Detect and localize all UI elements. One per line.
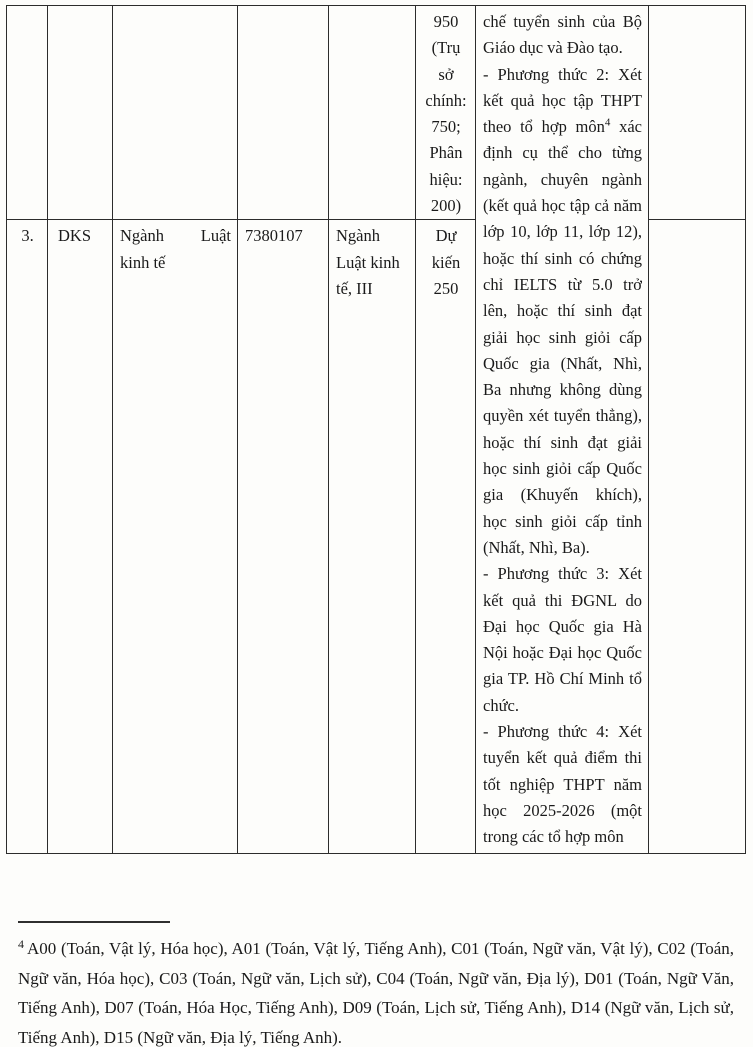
cell-admission-methods [476,6,649,854]
cell-row1-program-name [329,6,416,220]
method-2-text-after-ref: xác định cụ thể cho từng ngành, chuyên ngành (kết quả học tập cả năm lớp 10, lớp 11, lớp 12), hoặc thí sinh có chứng chỉ IELTS từ 5.0 trở lên, hoặc thí sinh đạt giải học sinh giỏi cấp Quốc gia (Nhất, Nhì, Ba nhưng không dùng quyền xét tuyển thẳng), hoặc thí sinh đạt giải học sinh giỏi cấp Quốc gia (Khuyến khích), học sinh giỏi cấp tỉnh (Nhất, Nhì, Ba). [483,117,642,557]
cell-program-name: Ngành Luật kinh tế, III [329,220,416,854]
admission-table [6,5,746,854]
cell-row1-major-name [113,6,238,220]
footnote-separator [18,921,170,923]
method-2-text: - Phương thức 2: Xét kết quả học tập THPT theo tổ hợp môn [483,64,642,137]
cell-row2-notes [649,220,746,854]
document-page [0,5,753,1047]
cell-row1-quota: 950 (Trụ sở chính: 750; Phân hiệu: 200) [416,6,476,220]
method-paragraph-3: - Phương thức 3: Xét kết quả thi ĐGNL do Đại học Quốc gia Hà Nội hoặc Đại học Quốc gia TP. Hồ Chí Minh tổ chức. [483,564,642,715]
method-paragraph-2 [483,62,642,562]
footnote-marker: 4 [18,936,24,951]
cell-row1-school-code [48,6,113,220]
footnote-reference-superscript: 4 [604,116,611,129]
footnote [18,934,734,1047]
admission-methods-text [483,9,642,847]
cell-major-code: 7380107 [238,220,329,854]
cell-row1-major-code [238,6,329,220]
footnote-text: A00 (Toán, Vật lý, Hóa học), A01 (Toán, Vật lý, Tiếng Anh), C01 (Toán, Ngữ văn, Vật lý), C02 (Toán, Ngữ văn, Hóa học), C03 (Toán, Ngữ văn, Lịch sử), C04 (Toán, Ngữ văn, Địa lý), D01 (Toán, Ngữ Văn, Tiếng Anh), D07 (Toán, Hóa Học, Tiếng Anh), D09 (Toán, Lịch sử, Tiếng Anh), D14 (Ngữ văn, Lịch sử, Tiếng Anh), D15 (Ngữ văn, Địa lý, Tiếng Anh). [18,939,734,1047]
table-row [7,6,746,220]
cell-school-code: DKS [48,220,113,854]
cell-quota: Dự kiến 250 [416,220,476,854]
method-paragraph-4: - Phương thức 4: Xét tuyển kết quả điểm thi tốt nghiệp THPT năm học 2025-2026 (một trong các tổ hợp môn [483,722,642,847]
cell-row1-stt [7,6,48,220]
method-paragraph-continuation: chế tuyển sinh của Bộ Giáo dục và Đào tạo. [483,12,642,58]
cell-major-name: Ngành Luật kinh tế [113,220,238,854]
cell-row1-notes [649,6,746,220]
cell-stt: 3. [7,220,48,854]
